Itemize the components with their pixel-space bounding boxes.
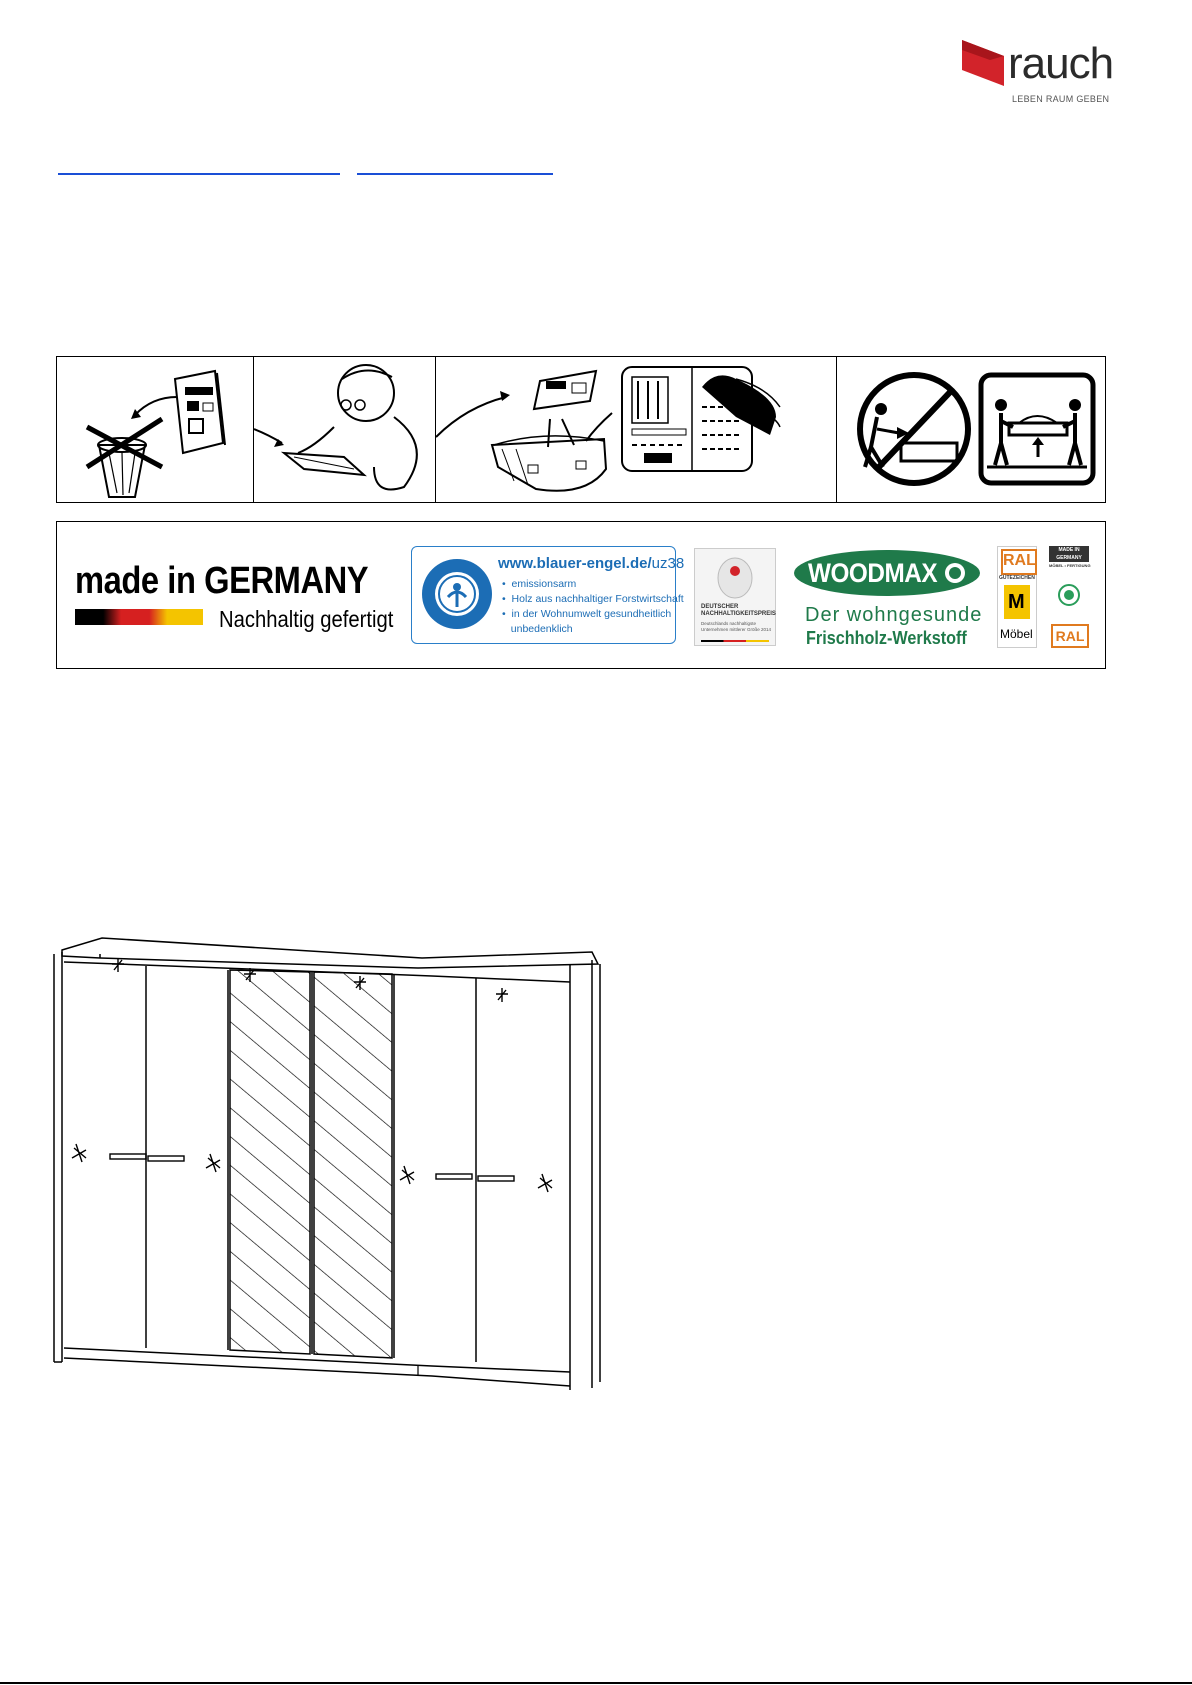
blauer-engel-badge	[411, 546, 685, 644]
blauer-engel-icon	[420, 557, 494, 631]
no-dragging-lift-icon	[837, 357, 1103, 502]
nachhaltigkeitspreis-badge: DEUTSCHER NACHHALTIGKEITSPREIS Deutschlands nachhaltigste Unternehmen mittlerer Größe 2014	[694, 548, 776, 646]
certification-strip	[56, 521, 1106, 669]
logo-tagline: LEBEN RAUM GEBEN	[1012, 94, 1110, 104]
wardrobe-drawing	[52, 930, 612, 1390]
woodmax-line2: Frischholz-Werkstoff	[806, 628, 967, 648]
link-underline-1[interactable]	[58, 173, 340, 175]
pictogram-discard-prohibited	[57, 357, 254, 502]
quality-seal-icon	[1058, 584, 1080, 606]
made-in-germany-subtitle: Nachhaltig gefertigt	[219, 606, 394, 632]
german-flag-gradient	[75, 609, 203, 625]
pictogram-keep-documents	[436, 357, 837, 502]
link-underline-2[interactable]	[357, 173, 553, 175]
award-egg-icon	[715, 555, 755, 599]
read-instructions-icon	[254, 357, 434, 502]
instruction-pictogram-strip	[56, 356, 1106, 503]
woodmax-line1: Der wohngesunde	[805, 604, 983, 626]
pictogram-read-instructions	[254, 357, 436, 502]
made-in-germany-title: made in GERMANY	[75, 560, 369, 602]
woodmax-star-icon	[944, 562, 966, 584]
blauer-engel-bullets: • emissionsarm • Holz aus nachhaltiger Forstwirtschaft • in der Wohnumwelt gesundheitlich unbedenklich	[502, 578, 684, 635]
discard-prohibited-icon	[57, 357, 252, 502]
page-bottom-rule	[0, 1682, 1192, 1684]
made-in-germany-moebel-badge: MADE IN GERMANY MÖBEL • FERTIGUNG RAL	[1049, 546, 1089, 648]
woodmax-logo: WOODMAX	[794, 550, 980, 596]
logo-mark-icon	[960, 38, 1008, 90]
ral-guetezeichen-badge: RAL GÜTEZEICHEN M Möbel	[997, 546, 1037, 648]
keep-documents-icon	[436, 357, 836, 502]
logo-wordmark: rauch	[1008, 39, 1114, 88]
pictogram-no-dragging-lift	[837, 357, 1104, 502]
rauch-logo	[960, 38, 1114, 108]
blauer-engel-url[interactable]: www.blauer-engel.de/uz38	[498, 555, 685, 572]
